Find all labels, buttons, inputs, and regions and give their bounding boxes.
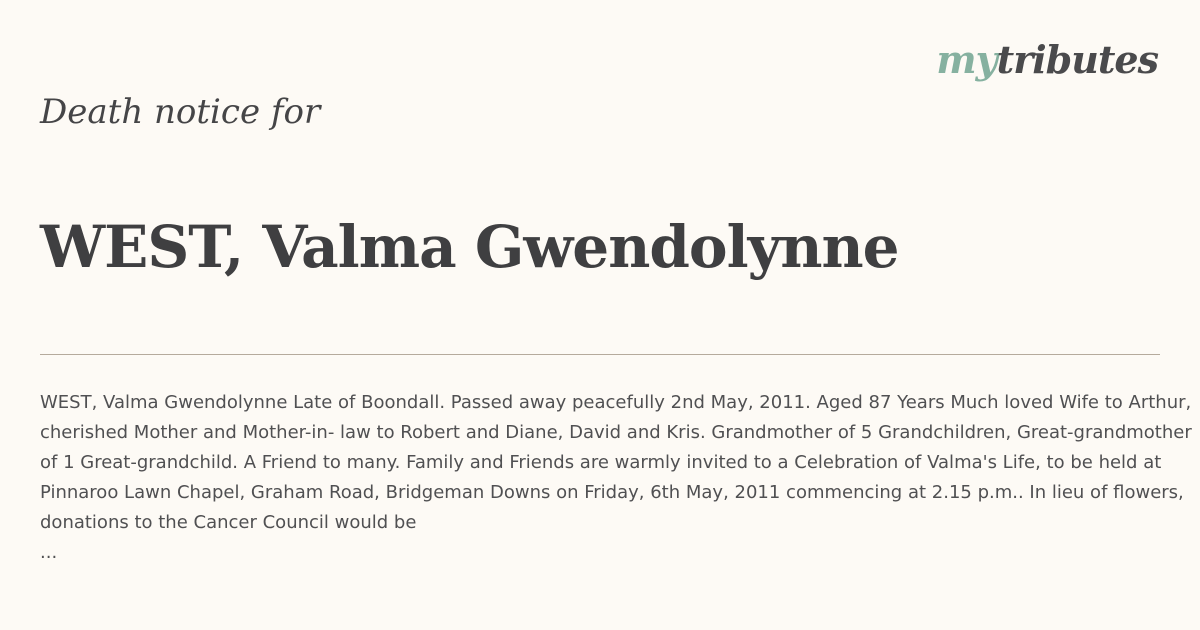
logo-my-text: my [936,37,997,82]
notice-ellipsis: ... [40,542,58,563]
mytributes-logo [936,30,1158,90]
logo-tributes-text: tributes [996,37,1158,82]
notice-content [40,388,1192,568]
deceased-name: WEST, Valma Gwendolynne [40,213,899,281]
divider [40,354,1160,355]
page-subtitle: Death notice for [40,92,321,132]
notice-body: WEST, Valma Gwendolynne Late of Boondall. Passed away peacefully 2nd May, 2011. Aged 87 Years Much loved Wife to Arthur, cherished Mother and Mother-in- law to Robert and Diane, David and Kris. Grandmother of 5 Grandchildren, Great-grandmother of 1 Great-grandchild. A Friend to many. Family and Friends are warmly invited to a Celebration of Valma's Life, to be held at Pinnaroo Lawn Chapel, Graham Road, Bridgeman Downs on Friday, 6th May, 2011 commencing at 2.15 p.m.. In lieu of flowers, donations to the Cancer Council would be [40,392,1192,533]
